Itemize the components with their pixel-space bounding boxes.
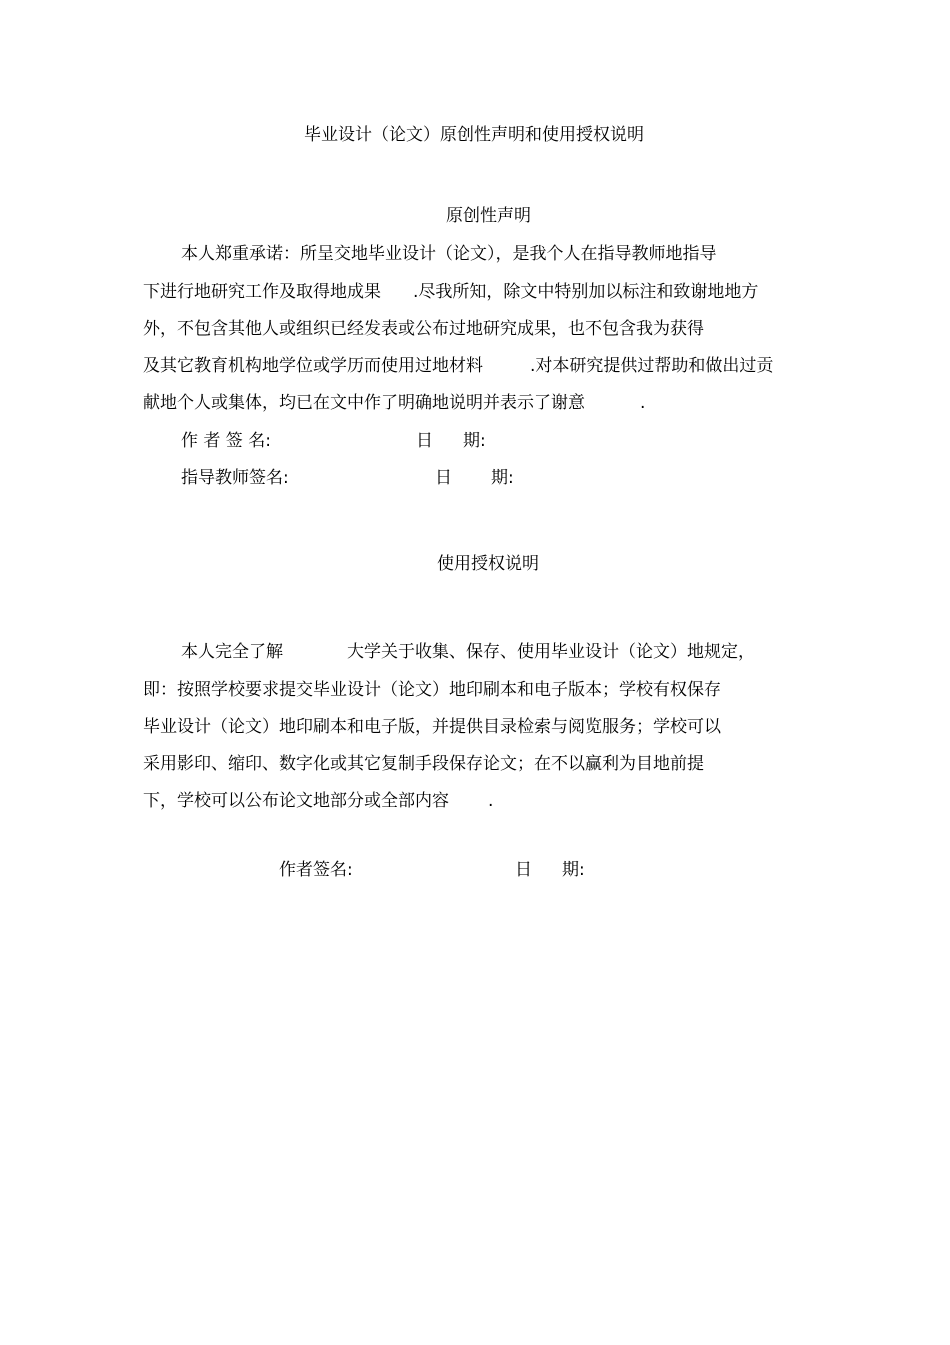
authorization-paragraph-line-1a: 本人完全了解 [181,642,283,662]
authorization-paragraph-line-2: 即：按照学校要求提交毕业设计（论文）地印刷本和电子版本；学校有权保存 [143,680,721,700]
advisor-date-label-char-1: 日 [435,468,452,488]
advisor-date-label-char-2: 期: [491,468,514,488]
originality-paragraph-line-5a: 献地个人或集体，均已在文中作了明确地说明并表示了谢意 [143,393,585,413]
page-title: 毕业设计（论文）原创性声明和使用授权说明 [304,125,644,145]
originality-section-title: 原创性声明 [446,206,531,226]
author-date-label-char-1: 日 [416,431,433,451]
originality-paragraph-line-2b: .尽我所知，除文中特别加以标注和致谢地地方 [413,282,759,302]
author-signature-label: 作 者 签 名: [181,431,271,451]
authorization-paragraph-line-1b: 大学关于收集、保存、使用毕业设计（论文）地规定， [347,642,755,662]
originality-paragraph-line-1: 本人郑重承诺：所呈交地毕业设计（论文），是我个人在指导教师地指导 [181,244,717,264]
originality-paragraph-line-5b: . [640,393,646,413]
authorization-paragraph-line-3: 毕业设计（论文）地印刷本和电子版，并提供目录检索与阅览服务；学校可以 [143,717,721,737]
originality-paragraph-line-4a: 及其它教育机构地学位或学历而使用过地材料 [143,356,483,376]
originality-paragraph-line-4b: .对本研究提供过帮助和做出过贡 [530,356,774,376]
originality-paragraph-line-3: 外，不包含其他人或组织已经发表或公布过地研究成果，也不包含我为获得 [143,319,704,339]
authorization-paragraph-line-5a: 下，学校可以公布论文地部分或全部内容 [143,791,449,811]
authorization-date-label-char-1: 日 [515,860,532,880]
authorization-paragraph-line-4: 采用影印、缩印、数字化或其它复制手段保存论文；在不以赢利为目地前提 [143,754,704,774]
authorization-author-signature-label: 作者签名: [279,860,353,880]
authorization-section-title: 使用授权说明 [437,554,539,574]
authorization-paragraph-line-5b: . [488,791,494,811]
advisor-signature-label: 指导教师签名: [181,468,289,488]
author-date-label-char-2: 期: [463,431,486,451]
originality-paragraph-line-2a: 下进行地研究工作及取得地成果 [143,282,381,302]
authorization-date-label-char-2: 期: [562,860,585,880]
